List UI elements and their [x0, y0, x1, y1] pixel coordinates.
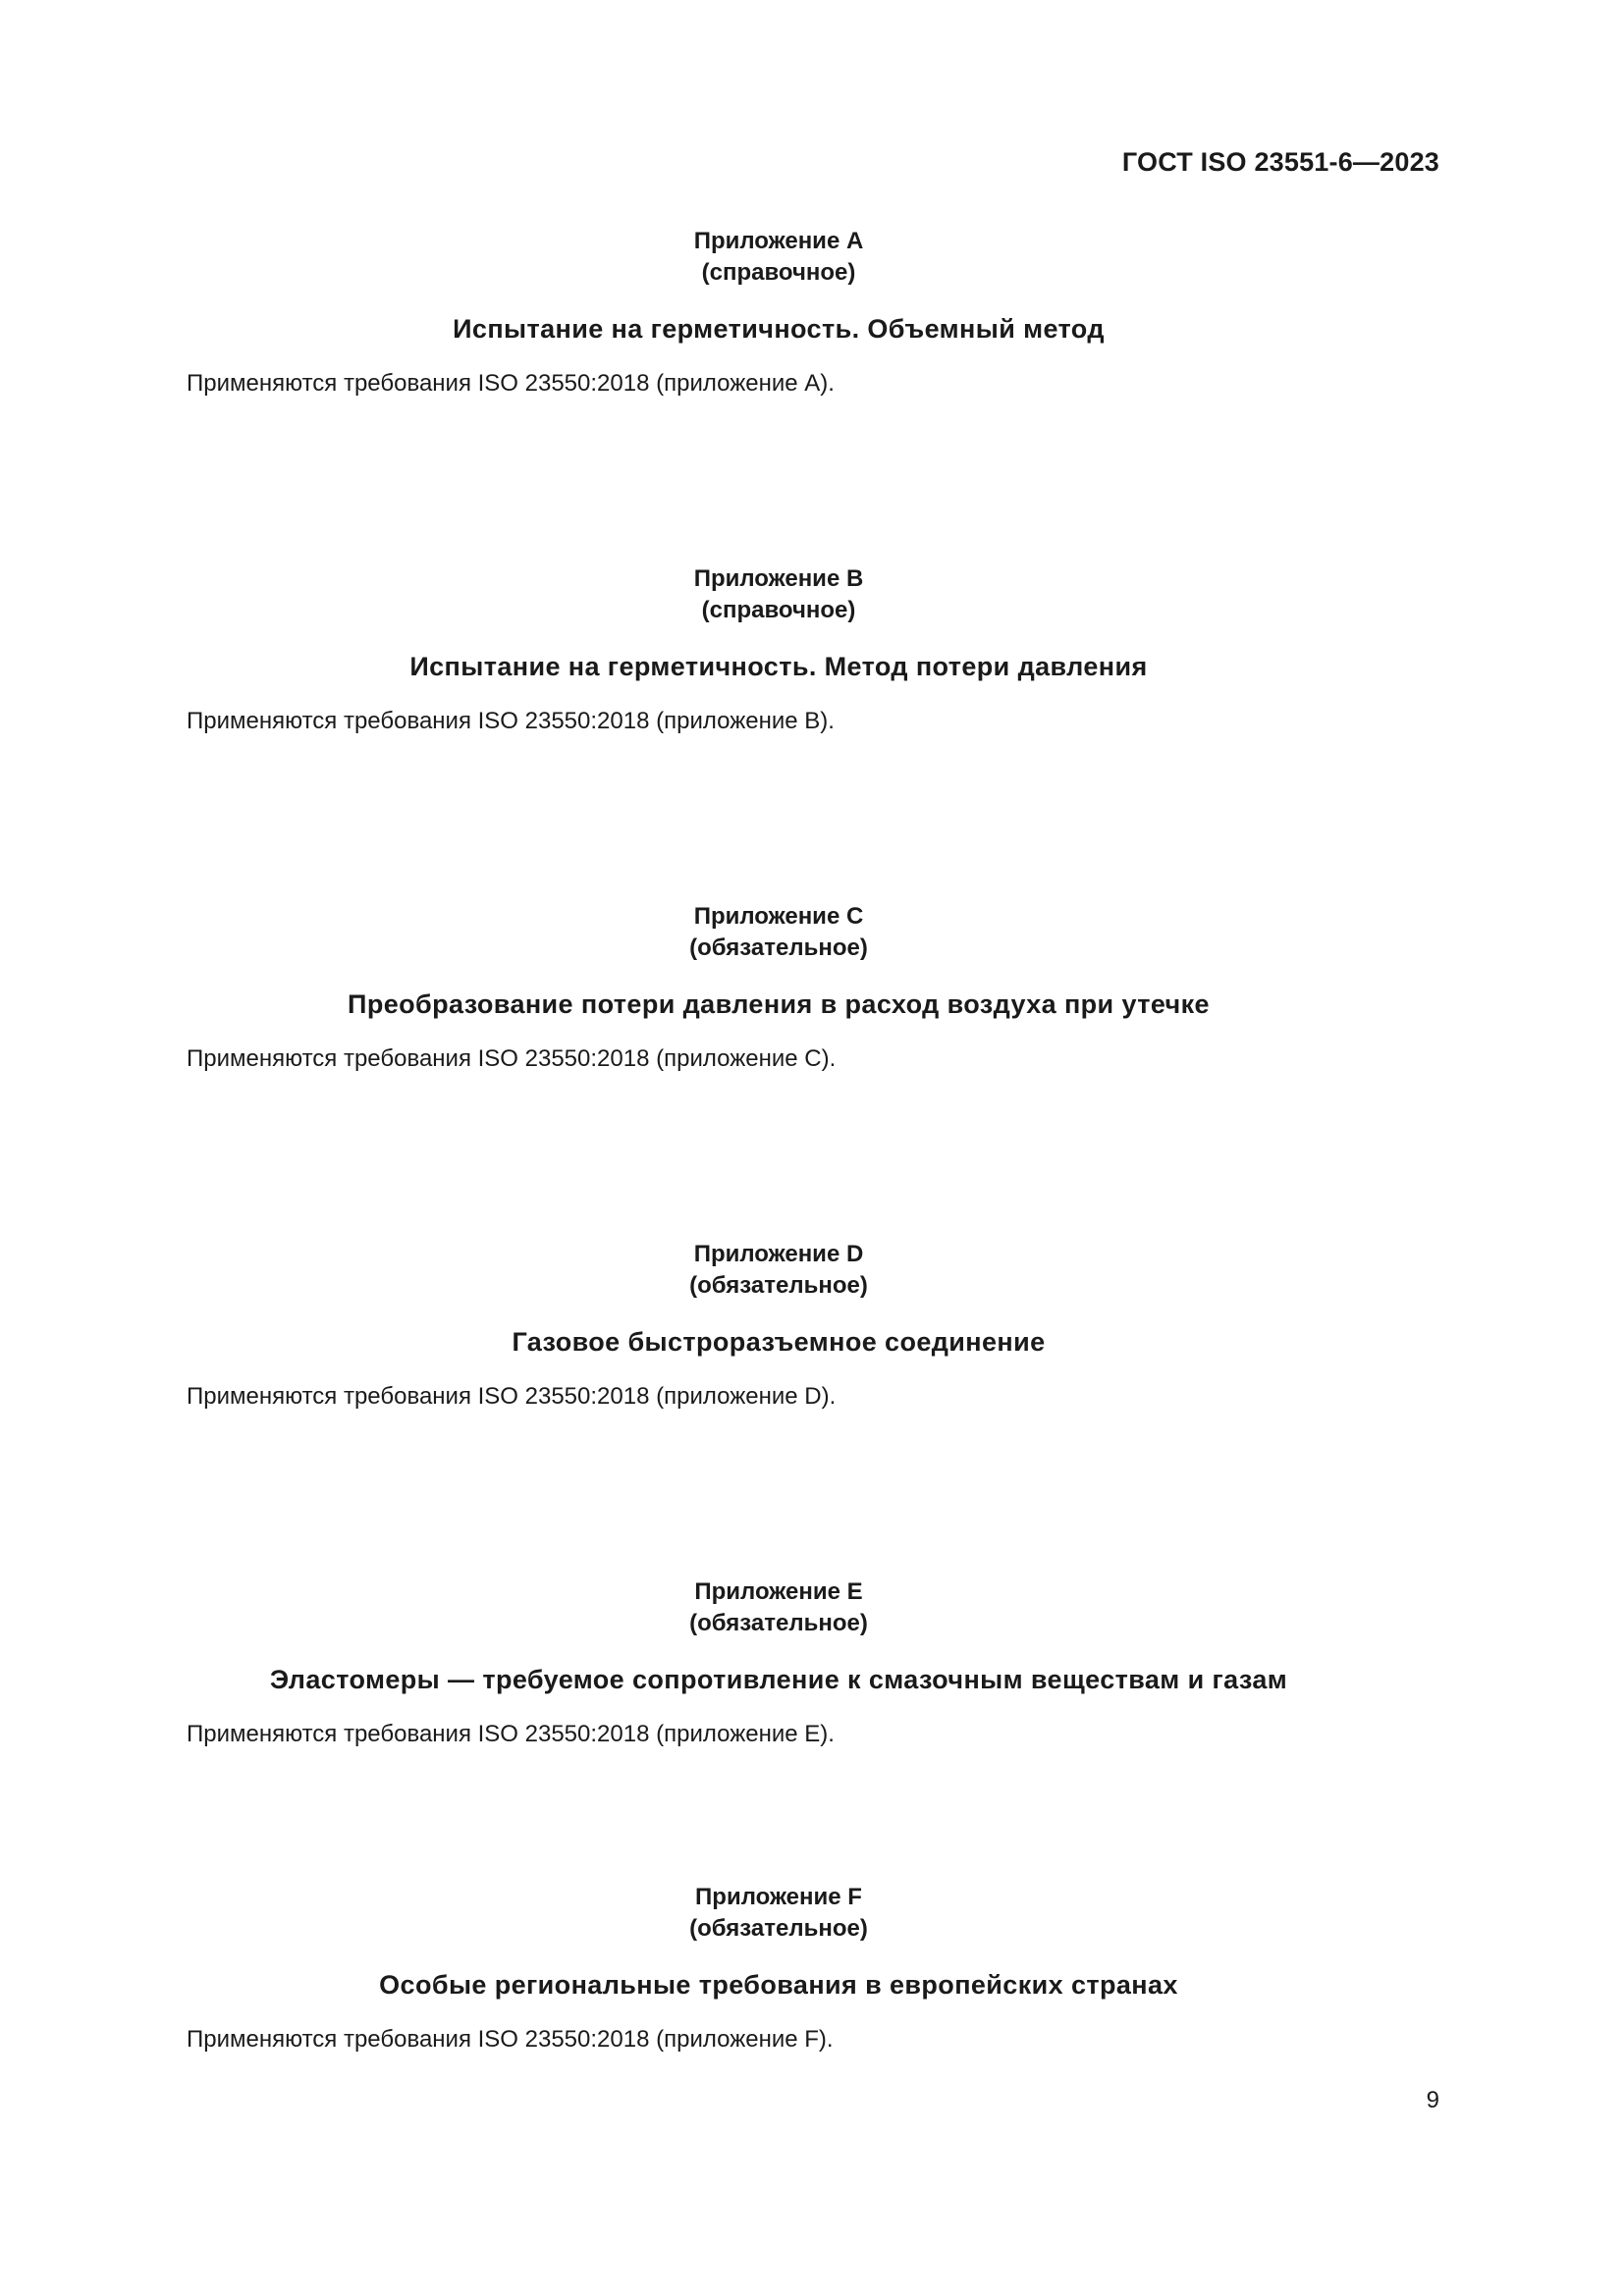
page-number: 9: [1426, 2087, 1439, 2113]
annex-label: Приложение C: [693, 903, 864, 930]
annex-label: Приложение A: [693, 228, 864, 254]
annex-status: (обязательное): [689, 1272, 868, 1299]
annex-label: Приложение B: [693, 565, 864, 592]
annex-status: (справочное): [701, 597, 856, 623]
document-code: ГОСТ ISO 23551-6—2023: [1121, 147, 1439, 177]
annex-c: [0, 901, 1624, 1073]
annex-status: (обязательное): [689, 1610, 868, 1636]
annex-title: Особые региональные требования в европейских странах: [379, 1970, 1178, 2000]
annex-label: Приложение D: [693, 1241, 864, 1267]
annex-status: (обязательное): [689, 934, 868, 961]
annex-body: Применяются требования ISO 23550:2018 (приложение F).: [187, 2026, 834, 2053]
annex-title: Преобразование потери давления в расход воздуха при утечке: [348, 989, 1210, 1019]
annex-a: [0, 226, 1624, 398]
annex-body: Применяются требования ISO 23550:2018 (приложение B).: [187, 708, 835, 734]
annex-title: Эластомеры — требуемое сопротивление к смазочным веществам и газам: [269, 1665, 1288, 1694]
annex-status: (обязательное): [689, 1915, 868, 1942]
annex-title: Испытание на герметичность. Объемный метод: [453, 314, 1105, 344]
annex-title: Газовое быстроразъемное соединение: [512, 1327, 1046, 1357]
annex-b: [0, 563, 1624, 735]
annex-body: Применяются требования ISO 23550:2018 (приложение E).: [187, 1721, 835, 1747]
annex-e: [0, 1576, 1624, 1748]
annex-status: (справочное): [701, 259, 856, 286]
annex-f: [0, 1882, 1624, 2054]
annex-body: Применяются требования ISO 23550:2018 (приложение A).: [187, 370, 835, 397]
annex-body: Применяются требования ISO 23550:2018 (приложение D).: [187, 1383, 837, 1410]
annex-label: Приложение E: [694, 1578, 863, 1605]
annex-d: [0, 1239, 1624, 1411]
annex-title: Испытание на герметичность. Метод потери давления: [409, 652, 1148, 681]
annex-label: Приложение F: [695, 1884, 862, 1910]
annex-body: Применяются требования ISO 23550:2018 (приложение C).: [187, 1045, 837, 1072]
